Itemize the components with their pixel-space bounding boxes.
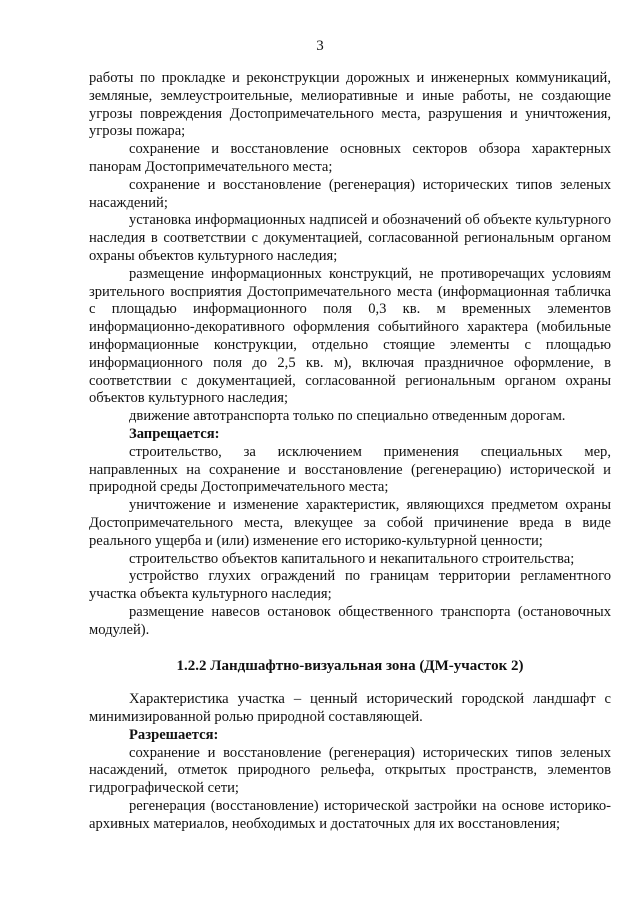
paragraph: устройство глухих ограждений по границам территории регламентного участка объекта культурного наследия; xyxy=(89,568,611,603)
paragraph: сохранение и восстановление (регенерация) исторических типов зеленых насаждений; xyxy=(89,176,611,211)
section-heading: 1.2.2 Ландшафтно-визуальная зона (ДМ-участок 2) xyxy=(176,657,524,674)
subheading: Запрещается: xyxy=(129,425,220,442)
paragraph: сохранение и восстановление основных секторов обзора характерных панорам Достопримечательного места; xyxy=(89,141,611,175)
document-body xyxy=(89,70,611,834)
paragraph: уничтожение и изменение характеристик, являющихся предметом охраны Достопримечательного места, влекущее за собой причинение вреда в виде реального ущерба и (или) изменение его историко-культурной ценности; xyxy=(89,497,611,549)
lower-text-section xyxy=(89,691,611,833)
paragraph: размещение навесов остановок общественного транспорта (остановочных модулей). xyxy=(89,603,611,638)
subheading: Разрешается: xyxy=(129,726,219,743)
upper-text-section xyxy=(89,70,611,640)
paragraph: строительство, за исключением применения специальных мер, направленных на сохранение и восстановление (регенерацию) исторической и природной среды Достопримечательного места; xyxy=(89,443,611,496)
paragraph: работы по прокладке и реконструкции дорожных и инженерных коммуникаций, земляные, землеустроительные, мелиоративные и иные работы, не создающие угрозы повреждения Достопримечательного места, разрушения и уничтожения, угрозы пожара; xyxy=(89,70,611,140)
paragraph: движение автотранспорта только по специально отведенным дорогам. xyxy=(129,408,566,425)
paragraph: Характеристика участка – ценный исторический городской ландшафт с минимизированной ролью природной составляющей. xyxy=(89,691,611,726)
paragraph: строительство объектов капитального и некапитального строительства; xyxy=(129,550,575,567)
paragraph: установка информационных надписей и обозначений об объекте культурного наследия в соответствии с документацией, согласованной региональным органом охраны объектов культурного наследия; xyxy=(89,212,611,264)
paragraph: размещение информационных конструкций, не противоречащих условиям зрительного восприятия Достопримечательного места (информационная табличка с площадью информационного поля 0,3 кв. м временных элементов информационно-декоративного оформления событийного характера (мобильные информационные конструкции, отдельно стоящие элементы с площадью информационного поля до 2,5 кв. м), включая праздничное оформление, в соответствии с документацией, согласованной региональным органом охраны объектов культурного наследия; xyxy=(89,265,611,407)
paragraph: сохранение и восстановление (регенерация) исторических типов зеленых насаждений, отметок природного рельефа, открытых пространств, элементов гидрографической сети; xyxy=(89,744,611,797)
page-number: 3 xyxy=(316,38,324,54)
paragraph: регенерация (восстановление) исторической застройки на основе историко-архивных материалов, необходимых и достаточных для их восстановления; xyxy=(89,798,611,832)
